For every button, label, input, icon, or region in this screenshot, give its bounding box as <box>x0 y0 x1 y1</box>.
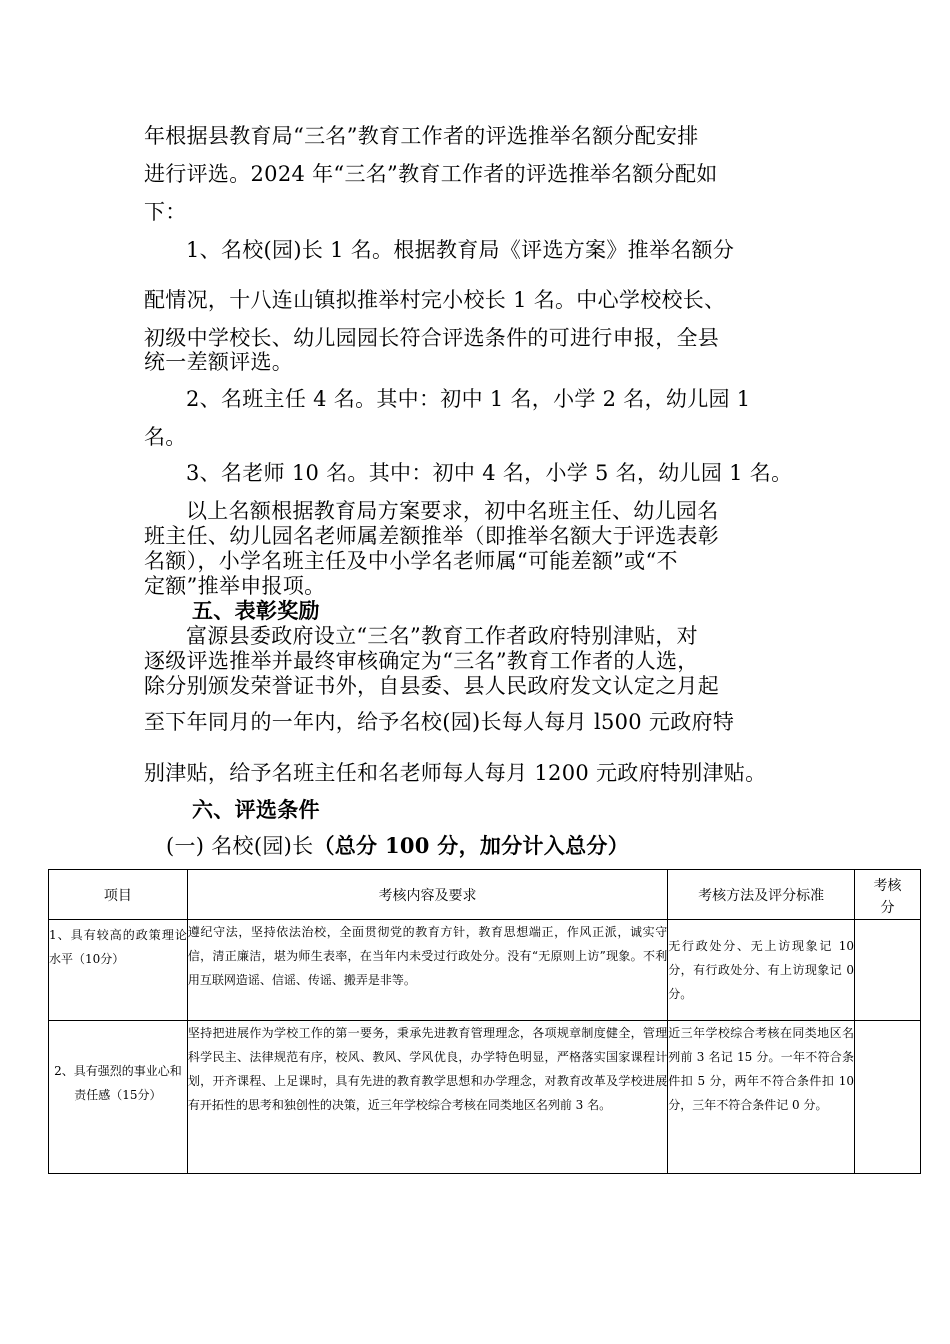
body-line: 初级中学校长、幼儿园园长符合评选条件的可进行申报，全县 <box>144 326 720 350</box>
body-line: 逐级评选推举并最终审核确定为“三名”教育工作者的人选， <box>144 649 699 673</box>
body-line: 3、名老师 10 名。其中：初中 4 名，小学 5 名，幼儿园 1 名。 <box>186 461 793 485</box>
body-line: 名。 <box>144 425 187 449</box>
body-line: 名额），小学名班主任及中小学名老师属“可能差额”或“不 <box>144 549 678 573</box>
body-line: 下： <box>144 200 187 224</box>
body-line: 班主任、幼儿园名老师属差额推举（即推举名额大于评选表彰 <box>144 524 720 548</box>
body-line: 进行评选。2024 年“三名”教育工作者的评选推举名额分配如 <box>144 162 718 186</box>
body-line: 1、名校(园)长 1 名。根据教育局《评选方案》推举名额分 <box>186 238 735 262</box>
row-method: 无行政处分、无上访现象记 10 分，有行政处分、有上访现象记 0 分。 <box>668 920 855 1021</box>
header-score: 考核分 <box>855 870 921 920</box>
evaluation-table <box>48 869 921 1174</box>
subheading-suffix: （总分 100 分，加分计入总分） <box>313 833 630 858</box>
row-score <box>855 920 921 1021</box>
body-line: 统一差额评选。 <box>144 350 294 374</box>
header-content: 考核内容及要求 <box>187 870 667 920</box>
subheading-prefix: (一) 名校(园)长 <box>166 834 314 858</box>
row-item: 1、具有较高的政策理论水平（10分） <box>49 920 188 1021</box>
body-line: 配情况，十八连山镇拟推举村完小校长 1 名。中心学校校长、 <box>144 288 726 312</box>
table-row <box>49 920 921 1021</box>
row-method: 近三年学校综合考核在同类地区名列前 3 名记 15 分。一年不符合条件扣 5 分，两年不符合条件扣 10 分，三年不符合条件记 0 分。 <box>668 1021 855 1174</box>
table-header-row <box>49 870 921 920</box>
row-item: 2、具有强烈的事业心和责任感（15分） <box>49 1021 188 1174</box>
header-item: 项目 <box>49 870 188 920</box>
row-content: 遵纪守法，坚持依法治校，全面贯彻党的教育方针，教育思想端正，作风正派，诚实守信，清正廉洁，堪为师生表率，在当年内未受过行政处分。没有“无原则上访”现象。不利用互联网造谣、信谣、传谣、搬弄是非等。 <box>187 920 667 1021</box>
section-heading: 六、评选条件 <box>192 797 320 822</box>
body-line: 别津贴，给予名班主任和名老师每人每月 1200 元政府特别津贴。 <box>144 761 767 785</box>
table-row <box>49 1021 921 1174</box>
header-method: 考核方法及评分标准 <box>668 870 855 920</box>
row-score <box>855 1021 921 1174</box>
subheading <box>166 833 629 859</box>
body-line: 至下年同月的一年内，给予名校(园)长每人每月 l500 元政府特 <box>144 710 735 734</box>
body-line: 年根据县教育局“三名”教育工作者的评选推举名额分配安排 <box>144 124 699 148</box>
body-line: 除分别颁发荣誉证书外，自县委、县人民政府发文认定之月起 <box>144 674 720 698</box>
body-line: 2、名班主任 4 名。其中：初中 1 名，小学 2 名，幼儿园 1 <box>186 387 751 411</box>
body-line: 富源县委政府设立“三名”教育工作者政府特别津贴，对 <box>186 624 698 648</box>
row-content: 坚持把进展作为学校工作的第一要务，秉承先进教育管理理念，各项规章制度健全，管理科学民主、法律规范有序，校风、教风、学风优良，办学特色明显，严格落实国家课程计划，开齐课程、上足课时，具有先进的教育教学思想和办学理念，对教育改革及学校进展有开拓性的思考和独创性的决策，近三年学校综合考核在同类地区名列前 3 名。 <box>187 1021 667 1174</box>
section-heading: 五、表彰奖励 <box>192 598 320 623</box>
body-line: 定额”推举申报项。 <box>144 574 326 598</box>
body-line: 以上名额根据教育局方案要求，初中名班主任、幼儿园名 <box>186 499 719 523</box>
